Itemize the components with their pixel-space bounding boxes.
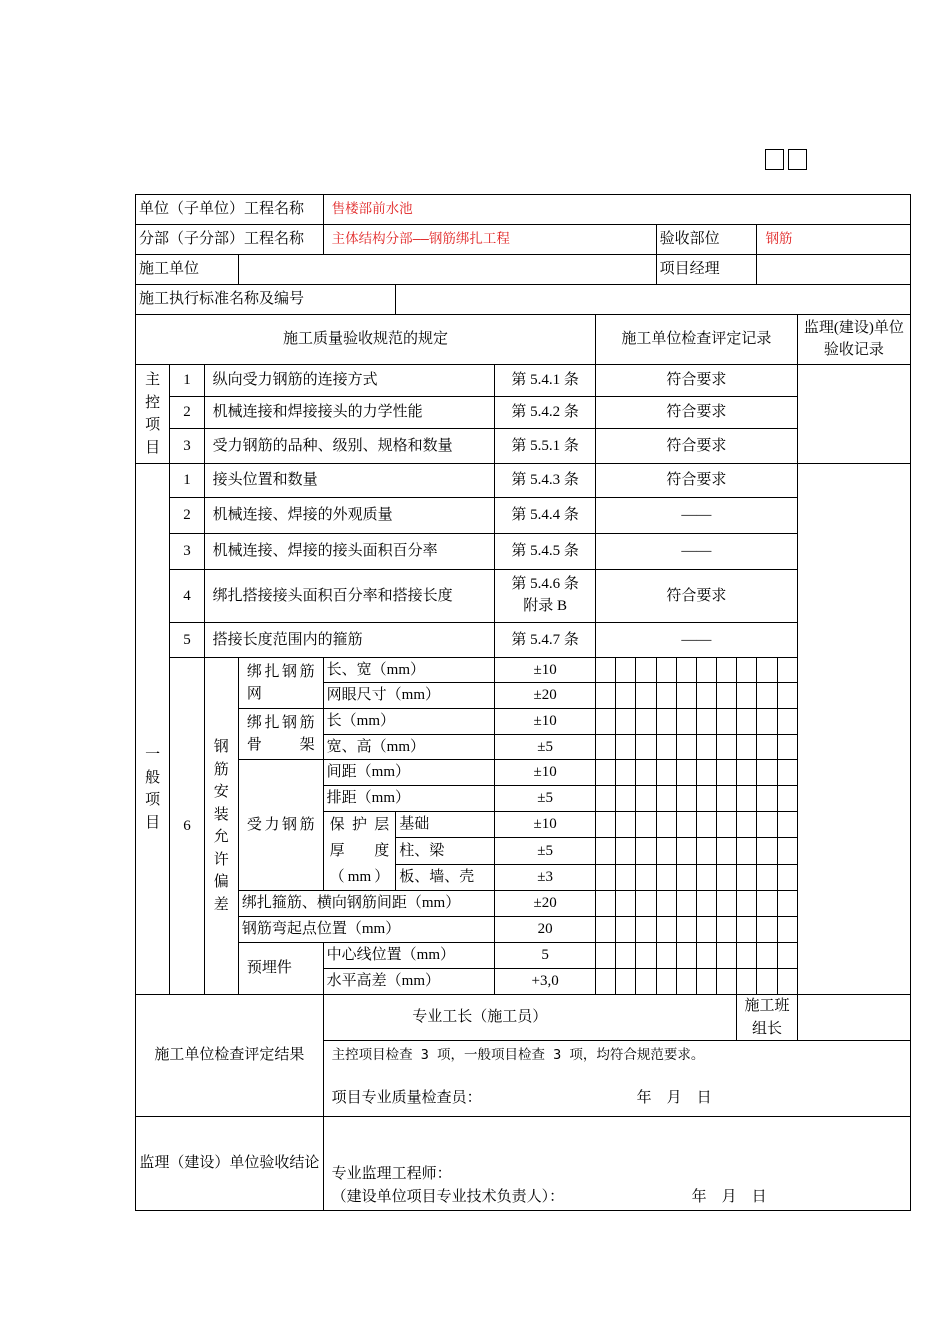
grid-cell [656, 864, 676, 890]
grid-cell [656, 735, 676, 760]
standard-label: 施工执行标准名称及编号 [136, 285, 396, 315]
item-clause: 第 5.4.2 条 [495, 397, 596, 429]
grid-cell [636, 891, 656, 917]
grid-cell [656, 943, 676, 969]
grid-cell [656, 683, 676, 709]
grid-cell [656, 838, 676, 864]
general-items-label: 一般项目 [136, 464, 170, 995]
division-value: 主体结构分部——钢筋绑扎工程 [323, 225, 656, 255]
grid-cell [717, 735, 737, 760]
supervision-cell [323, 1117, 910, 1211]
tolerance-item: 柱、梁 [396, 838, 495, 864]
corner-boxes [765, 149, 807, 170]
item-no: 2 [170, 498, 204, 534]
grid-cell [596, 760, 616, 786]
item-no: 1 [170, 365, 204, 397]
tolerance-label: 钢筋安装允许偏差 [204, 658, 238, 995]
item-clause: 第 5.4.5 条 [495, 534, 596, 570]
grid-cell [616, 864, 636, 890]
col-spec-header: 施工质量验收规范的规定 [136, 315, 596, 365]
grid-cell [636, 786, 656, 812]
tolerance-value: ±20 [495, 891, 596, 917]
grid-cell [717, 812, 737, 838]
grid-cell [696, 683, 716, 709]
grid-cell [596, 864, 616, 890]
grid-cell [757, 735, 777, 760]
item-name: 接头位置和数量 [204, 464, 495, 498]
inspector-date: 年 月 日 [636, 1090, 712, 1106]
item-result: —— [596, 534, 798, 570]
grid-cell [616, 943, 636, 969]
grid-cell [777, 838, 797, 864]
corner-box [765, 149, 784, 170]
grid-cell [777, 891, 797, 917]
item-no: 3 [170, 429, 204, 464]
grid-cell [656, 760, 676, 786]
tolerance-value: ±10 [495, 760, 596, 786]
tolerance-item: 排距（mm） [323, 786, 495, 812]
inspection-form [135, 194, 911, 1211]
stressed-label: 受力钢筋 [238, 760, 323, 891]
item-name: 机械连接、焊接的接头面积百分率 [204, 534, 495, 570]
table-row [136, 365, 911, 397]
grid-cell [717, 891, 737, 917]
grid-cell [737, 760, 757, 786]
grid-cell [656, 709, 676, 735]
division-label: 分部（子分部）工程名称 [136, 225, 324, 255]
grid-cell [757, 891, 777, 917]
header-row-construction [136, 255, 911, 285]
tolerance-no: 6 [170, 658, 204, 995]
grid-cell [616, 786, 636, 812]
foreman-value [636, 995, 737, 1041]
grid-cell [696, 943, 716, 969]
grid-cell [777, 864, 797, 890]
grid-cell [757, 658, 777, 683]
grid-cell [737, 838, 757, 864]
table-row [136, 429, 911, 464]
grid-cell [596, 891, 616, 917]
item-no: 2 [170, 397, 204, 429]
table-row [136, 498, 911, 534]
tolerance-value: 5 [495, 943, 596, 969]
grid-cell [696, 760, 716, 786]
grid-cell [676, 658, 696, 683]
grid-cell [777, 969, 797, 995]
cage-label: 绑扎钢筋骨架 [238, 709, 323, 760]
grid-cell [737, 709, 757, 735]
grid-cell [636, 864, 656, 890]
tolerance-item: 水平高差（mm） [323, 969, 495, 995]
grid-cell [696, 812, 716, 838]
footer-row-foreman [136, 995, 911, 1041]
grid-cell [777, 943, 797, 969]
grid-cell [596, 812, 616, 838]
cover-label: 保护层厚度（mm） [323, 812, 396, 891]
grid-cell [676, 812, 696, 838]
grid-cell [737, 786, 757, 812]
tolerance-item: 钢筋弯起点位置（mm） [238, 917, 494, 943]
grid-cell [717, 943, 737, 969]
unit-value: 售楼部前水池 [323, 195, 910, 225]
item-name: 机械连接和焊接接头的力学性能 [204, 397, 495, 429]
grid-cell [757, 812, 777, 838]
grid-cell [636, 709, 656, 735]
item-clause: 第 5.4.4 条 [495, 498, 596, 534]
item-name: 受力钢筋的品种、级别、规格和数量 [204, 429, 495, 464]
tolerance-value: ±20 [495, 683, 596, 709]
tolerance-row [136, 891, 911, 917]
tolerance-value: ±10 [495, 812, 596, 838]
grid-cell [676, 943, 696, 969]
grid-cell [656, 891, 676, 917]
conclusion-text: 主控项目检查 3 项，一般项目检查 3 项，均符合规范要求。 [331, 1047, 705, 1063]
item-no: 4 [170, 570, 204, 623]
grid-cell [676, 917, 696, 943]
tolerance-item: 宽、高（mm） [323, 735, 495, 760]
grid-cell [616, 760, 636, 786]
grid-cell [616, 683, 636, 709]
grid-cell [717, 683, 737, 709]
tolerance-row [136, 917, 911, 943]
grid-cell [616, 709, 636, 735]
team-leader-label: 施工班组长 [737, 995, 798, 1041]
grid-cell [656, 658, 676, 683]
item-name: 纵向受力钢筋的连接方式 [204, 365, 495, 397]
grid-cell [676, 709, 696, 735]
grid-cell [596, 683, 616, 709]
grid-cell [777, 786, 797, 812]
grid-cell [757, 969, 777, 995]
header-row-division [136, 225, 911, 255]
team-leader-value [797, 995, 910, 1041]
grid-cell [656, 786, 676, 812]
item-no: 3 [170, 534, 204, 570]
grid-cell [596, 838, 616, 864]
grid-cell [636, 838, 656, 864]
grid-cell [696, 891, 716, 917]
project-manager-label: 项目经理 [656, 255, 757, 285]
header-row-unit [136, 195, 911, 225]
item-name: 绑扎搭接接头面积百分率和搭接长度 [204, 570, 495, 623]
grid-cell [616, 969, 636, 995]
project-manager-value [757, 255, 911, 285]
grid-cell [696, 658, 716, 683]
grid-cell [717, 658, 737, 683]
grid-cell [737, 812, 757, 838]
accept-part-label: 验收部位 [656, 225, 757, 255]
item-clause: 第 5.5.1 条 [495, 429, 596, 464]
supervisor-label: 专业监理工程师： [331, 1166, 452, 1182]
tolerance-item: 板、墙、壳 [396, 864, 495, 890]
item-clause [495, 570, 596, 623]
grid-cell [757, 917, 777, 943]
accept-part-value: 钢筋 [757, 225, 911, 255]
tolerance-item: 长、宽（mm） [323, 658, 495, 683]
grid-cell [616, 917, 636, 943]
grid-cell [596, 786, 616, 812]
grid-cell [596, 969, 616, 995]
grid-cell [616, 658, 636, 683]
tolerance-item: 绑扎箍筋、横向钢筋间距（mm） [238, 891, 494, 917]
tolerance-item: 基础 [396, 812, 495, 838]
grid-cell [676, 969, 696, 995]
grid-cell [717, 760, 737, 786]
tolerance-value: ±5 [495, 838, 596, 864]
grid-cell [696, 786, 716, 812]
item-result: 符合要求 [596, 570, 798, 623]
owner-rep-line [332, 1186, 902, 1209]
grid-cell [757, 786, 777, 812]
grid-cell [636, 683, 656, 709]
item-result: 符合要求 [596, 464, 798, 498]
grid-cell [777, 683, 797, 709]
grid-cell [737, 891, 757, 917]
tolerance-row [136, 943, 911, 969]
grid-cell [616, 812, 636, 838]
tolerance-value: ±10 [495, 658, 596, 683]
grid-cell [737, 969, 757, 995]
table-row [136, 534, 911, 570]
grid-cell [676, 864, 696, 890]
grid-cell [696, 864, 716, 890]
tolerance-value: 20 [495, 917, 596, 943]
grid-cell [636, 735, 656, 760]
grid-cell [717, 838, 737, 864]
grid-cell [596, 943, 616, 969]
grid-cell [596, 658, 616, 683]
grid-cell [737, 735, 757, 760]
item-no: 1 [170, 464, 204, 498]
tolerance-value: ±5 [495, 786, 596, 812]
standard-value [396, 285, 911, 315]
item-result: 符合要求 [596, 429, 798, 464]
grid-cell [696, 709, 716, 735]
grid-cell [636, 760, 656, 786]
item-result: —— [596, 498, 798, 534]
grid-cell [757, 760, 777, 786]
grid-cell [757, 864, 777, 890]
item-result: 符合要求 [596, 397, 798, 429]
grid-cell [676, 786, 696, 812]
grid-cell [656, 969, 676, 995]
grid-cell [737, 917, 757, 943]
main-items-label: 主控项目 [136, 365, 170, 464]
grid-cell [636, 917, 656, 943]
column-header-row [136, 315, 911, 365]
grid-cell [757, 709, 777, 735]
grid-cell [636, 658, 656, 683]
grid-cell [777, 917, 797, 943]
grid-cell [636, 943, 656, 969]
unit-label: 单位（子单位）工程名称 [136, 195, 324, 225]
item-result: 符合要求 [596, 365, 798, 397]
grid-cell [737, 864, 757, 890]
tolerance-row [136, 760, 911, 786]
unit-result-cell [323, 1041, 910, 1117]
item-no: 5 [170, 623, 204, 658]
grid-cell [696, 838, 716, 864]
grid-cell [656, 812, 676, 838]
item-clause-appendix: 附录 B [523, 598, 567, 614]
grid-cell [777, 658, 797, 683]
corner-box [788, 149, 807, 170]
inspector-line [332, 1087, 902, 1110]
mesh-label: 绑扎钢筋网 [238, 658, 323, 709]
table-row [136, 623, 911, 658]
unit-result-label: 施工单位检查评定结果 [136, 995, 324, 1117]
foreman-label: 专业工长（施工员） [323, 995, 636, 1041]
grid-cell [596, 917, 616, 943]
grid-cell [676, 891, 696, 917]
item-name: 机械连接、焊接的外观质量 [204, 498, 495, 534]
header-row-standard [136, 285, 911, 315]
item-clause-line: 第 5.4.6 条 [511, 576, 579, 593]
grid-cell [717, 864, 737, 890]
table-row [136, 464, 911, 498]
tolerance-item: 网眼尺寸（mm） [323, 683, 495, 709]
item-clause: 第 5.4.7 条 [495, 623, 596, 658]
grid-cell [596, 735, 616, 760]
grid-cell [777, 709, 797, 735]
item-clause: 第 5.4.3 条 [495, 464, 596, 498]
grid-cell [717, 969, 737, 995]
tolerance-row [136, 658, 911, 683]
construction-unit-label: 施工单位 [136, 255, 239, 285]
grid-cell [737, 683, 757, 709]
tolerance-row [136, 709, 911, 735]
grid-cell [676, 838, 696, 864]
grid-cell [696, 917, 716, 943]
grid-cell [616, 735, 636, 760]
grid-cell [616, 891, 636, 917]
table-row [136, 570, 911, 623]
grid-cell [777, 735, 797, 760]
tolerance-item: 中心线位置（mm） [323, 943, 495, 969]
main-supervision-cell [797, 365, 910, 464]
grid-cell [636, 969, 656, 995]
grid-cell [777, 760, 797, 786]
grid-cell [757, 943, 777, 969]
grid-cell [636, 812, 656, 838]
table-row [136, 397, 911, 429]
grid-cell [737, 943, 757, 969]
tolerance-value: ±10 [495, 709, 596, 735]
tolerance-value: ±3 [495, 864, 596, 890]
grid-cell [596, 709, 616, 735]
grid-cell [717, 786, 737, 812]
tolerance-value: +3,0 [495, 969, 596, 995]
supervision-label: 监理（建设）单位验收结论 [136, 1117, 324, 1211]
general-supervision-cell [797, 464, 910, 995]
grid-cell [616, 838, 636, 864]
grid-cell [696, 969, 716, 995]
owner-rep-label: （建设单位项目专业技术负责人）： [331, 1188, 565, 1205]
grid-cell [717, 917, 737, 943]
tolerance-item: 间距（mm） [323, 760, 495, 786]
grid-cell [676, 683, 696, 709]
item-clause: 第 5.4.1 条 [495, 365, 596, 397]
col-supervision-header: 监理(建设)单位验收记录 [797, 315, 910, 365]
footer-row-supervision [136, 1117, 911, 1211]
construction-unit-value [238, 255, 656, 285]
grid-cell [757, 838, 777, 864]
grid-cell [777, 812, 797, 838]
inspector-label: 项目专业质量检查员： [331, 1090, 482, 1106]
grid-cell [676, 760, 696, 786]
grid-cell [676, 735, 696, 760]
tolerance-value: ±5 [495, 735, 596, 760]
tolerance-item: 长（mm） [323, 709, 495, 735]
grid-cell [656, 917, 676, 943]
grid-cell [757, 683, 777, 709]
grid-cell [696, 735, 716, 760]
supervision-date: 年 月 日 [691, 1188, 767, 1205]
item-result: —— [596, 623, 798, 658]
grid-cell [737, 658, 757, 683]
embedded-label: 预埋件 [238, 943, 323, 995]
col-unit-check-header: 施工单位检查评定记录 [596, 315, 798, 365]
item-name: 搭接长度范围内的箍筋 [204, 623, 495, 658]
grid-cell [717, 709, 737, 735]
